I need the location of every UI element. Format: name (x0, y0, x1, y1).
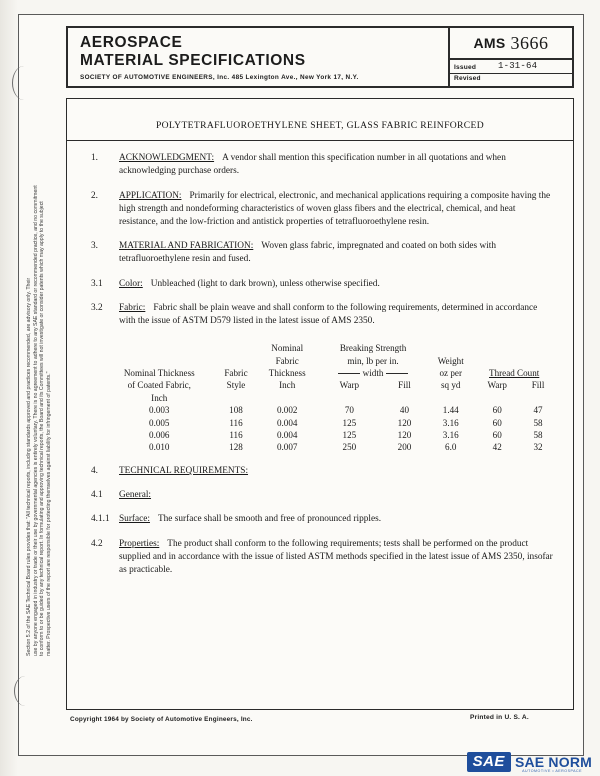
th-bs-fill: Fill (398, 380, 411, 391)
clause-3-2-number: 3.2 (91, 302, 103, 313)
clause-4 (85, 465, 555, 478)
clause-2-text: Primarily for electrical, electronic, and mechanical applications requiring a composite having the high strength and nondeforming characteristics of woven glass fibers and the electrical, chemical, and heat resistance, and the low-friction and antistick properties of tetrafluoroethylene resin. (119, 190, 551, 228)
page-title: POLYTETRAFLUOROETHYLENE SHEET, GLASS FABRIC REINFORCED (155, 120, 485, 131)
side-legal-line-3: to conform to or be guided by any technical report. In formulating and approving technical reports, the Board and its Committees will not investigate or consider patents which may apply to the subject (39, 201, 45, 656)
side-legal-line-1: Section 5.2 of the SAE Technical Board rules provides that: "All technical reports, including standards approved and practices recommended, are advisory only. Their (26, 277, 32, 656)
cell-fabric-thickness: 0.004 (276, 430, 298, 441)
cell-nominal-thickness: 0.006 (149, 430, 170, 441)
printed-in-notice: Printed in U. S. A. (470, 714, 529, 721)
cell-fabric-style: 116 (229, 417, 243, 428)
th-weight-3: sq yd (441, 380, 461, 391)
clause-2 (85, 190, 555, 230)
th-bs-warp: Warp (339, 380, 360, 391)
issued-label: Issued (454, 64, 477, 71)
clause-3-2 (85, 302, 555, 328)
cell-tc-warp: 60 (492, 430, 502, 441)
cell-bs-fill: 120 (397, 430, 412, 441)
cell-tc-warp: 60 (492, 417, 502, 428)
th-breaking-strength-width (318, 367, 428, 379)
th-thread-count: Thread Count (489, 368, 540, 379)
fabric-requirements-table (103, 342, 555, 454)
cell-tc-fill: 32 (533, 442, 543, 453)
table-row (103, 429, 555, 441)
clause-4-2-number: 4.2 (91, 538, 103, 549)
th-nominal: Nominal (271, 343, 304, 354)
th-fabric-thickness-4: Inch (279, 380, 296, 391)
clause-3-text: Woven glass fabric, impregnated and coated on both sides with tetrafluoroethylene resin and fused. (119, 241, 497, 265)
clause-3 (85, 240, 555, 266)
cell-nominal-thickness: 0.005 (149, 417, 170, 428)
th-weight-1: Weight (437, 355, 464, 366)
clause-2-number: 2. (91, 190, 98, 201)
cell-fabric-thickness: 0.007 (276, 442, 298, 453)
clause-4-2-body (119, 538, 555, 578)
th-fabric-style-2: Style (226, 380, 246, 391)
header-title-line-2: MATERIAL SPECIFICATIONS (80, 52, 306, 69)
header-publisher-block (68, 28, 448, 86)
th-tc-fill: Fill (531, 380, 545, 391)
document-header (66, 26, 574, 88)
cell-nominal-thickness: 0.010 (149, 442, 170, 453)
clause-1-text: A vendor shall mention this specification number in all quotations and when acknowledging purchase orders. (119, 153, 506, 177)
clause-3-number: 3. (91, 241, 98, 252)
clause-4-1-1 (85, 513, 555, 526)
clause-4-1-1-body (119, 513, 555, 526)
cell-bs-fill: 120 (397, 417, 412, 428)
cell-weight: 3.16 (442, 417, 459, 428)
cell-tc-warp: 42 (492, 442, 502, 453)
clause-3-1 (85, 278, 555, 291)
cell-tc-warp: 60 (492, 405, 502, 416)
th-weight-2: oz per (439, 368, 462, 379)
clause-4-1-heading: General: (119, 490, 152, 501)
revised-label: Revised (454, 75, 481, 82)
header-title-line-1: AEROSPACE (80, 34, 183, 51)
th-nominal-thickness-2: of Coated Fabric, (127, 380, 191, 391)
cell-bs-warp: 250 (342, 442, 357, 453)
sae-logo-text: SAE NORM (514, 754, 592, 770)
document-body (66, 98, 574, 710)
cell-bs-warp: 70 (344, 405, 354, 416)
th-fabric-thickness-3: Thickness (268, 368, 306, 379)
clause-4-2-heading: Properties: (119, 538, 160, 549)
cell-bs-fill: 40 (399, 405, 410, 416)
table-header-row-3 (103, 367, 555, 379)
cell-bs-fill: 200 (397, 442, 412, 453)
clause-4-body (119, 465, 555, 478)
clause-2-heading: APPLICATION: (119, 190, 182, 201)
clause-4-2 (85, 538, 555, 578)
date-divider (450, 73, 572, 74)
table-header-row-5 (103, 392, 555, 404)
cell-fabric-style: 108 (229, 405, 243, 416)
cell-fabric-style: 128 (229, 442, 243, 453)
cell-tc-fill: 47 (533, 405, 543, 416)
table-header-row-2 (103, 355, 555, 367)
th-breaking-strength-1: Breaking Strength (339, 343, 407, 354)
spec-number (450, 28, 572, 60)
table-header-row-1 (103, 342, 555, 354)
clause-2-body (119, 190, 555, 230)
clause-4-number: 4. (91, 465, 98, 476)
issue-date-block (450, 60, 572, 86)
clause-3-body (119, 240, 555, 266)
page-edge-shading (0, 0, 18, 776)
cell-weight: 1.44 (442, 405, 459, 416)
issued-date-value: 1-31-64 (498, 61, 538, 71)
side-legal-line-2: use by anyone engaged in industry or trade or their use by governmental agencies is entirely voluntary. There is no agreement to adhere to any SAE standard or recommended practice, and no commitment (32, 185, 39, 656)
side-margin-legal-text (26, 96, 52, 656)
header-society-line: SOCIETY OF AUTOMOTIVE ENGINEERS, Inc. 485 Lexington Ave., New York 17, N.Y. (80, 74, 359, 81)
clause-3-2-heading: Fabric: (119, 302, 146, 313)
cell-fabric-style: 116 (229, 430, 243, 441)
cell-fabric-thickness: 0.004 (276, 417, 298, 428)
clause-4-1-1-number: 4.1.1 (91, 514, 110, 525)
sae-badge: SAE (467, 752, 511, 772)
page-curl-mark-top (12, 66, 32, 100)
table-row (103, 404, 555, 416)
cell-weight: 6.0 (445, 442, 457, 453)
th-nominal-thickness-3: Inch (151, 392, 168, 403)
clause-3-2-body (119, 302, 555, 328)
clause-4-1 (85, 489, 555, 502)
clause-4-1-body (119, 489, 555, 502)
cell-bs-warp: 125 (342, 417, 357, 428)
th-fabric-2: Fabric (275, 355, 299, 366)
clause-1-heading: ACKNOWLEDGMENT: (119, 153, 215, 164)
clause-1 (85, 152, 555, 178)
cell-fabric-thickness: 0.002 (276, 405, 298, 416)
th-breaking-strength-2: min, lb per in. (347, 355, 399, 366)
th-nominal-thickness-1: Nominal Thickness (123, 368, 195, 379)
clause-3-2-text: Fabric shall be plain weave and shall conform to the following requirements, determined in accordance with the issue of ASTM D579 listed in the latest issue of AMS 2350. (119, 302, 538, 327)
cell-bs-warp: 125 (342, 430, 357, 441)
clause-1-body (119, 152, 555, 178)
clause-4-2-text: The product shall conform to the following requirements; tests shall be performed on the product supplied and in accordance with the issue of listed ASTM methods specified in the latest issue of AMS 2350, insofar as practicable. (119, 538, 553, 575)
side-legal-line-4: matter. Prospective users of the report are responsible for protecting themselves against liability for infringement of patents." (45, 371, 52, 656)
cell-weight: 3.16 (442, 430, 459, 441)
clause-3-1-number: 3.1 (91, 278, 103, 289)
th-width-label: width (362, 368, 384, 379)
sae-logo-subtext: AUTOMOTIVE • AEROSPACE (522, 769, 582, 773)
table-row (103, 441, 555, 453)
clause-4-1-1-heading: Surface: (119, 514, 150, 525)
th-fabric-style-1: Fabric (224, 368, 248, 379)
th-tc-warp: Warp (487, 380, 507, 391)
table-header-row-4 (103, 379, 555, 391)
copyright-notice: Copyright 1964 by Society of Automotive Engineers, Inc. (70, 716, 253, 723)
spec-prefix: AMS (473, 35, 506, 51)
table-row (103, 417, 555, 429)
clause-4-1-1-text: The surface shall be smooth and free of pronounced ripples. (157, 514, 382, 525)
clause-4-heading: TECHNICAL REQUIREMENTS: (119, 465, 249, 476)
cell-tc-fill: 58 (533, 430, 543, 441)
spec-number-value: 3666 (510, 32, 549, 53)
title-divider (67, 140, 573, 141)
header-spec-number-block (448, 28, 572, 86)
sae-norm-logo (467, 752, 592, 772)
clause-3-1-body (119, 278, 555, 291)
cell-tc-fill: 58 (533, 417, 543, 428)
cell-nominal-thickness: 0.003 (149, 405, 170, 416)
clause-1-number: 1. (91, 153, 98, 164)
clause-3-1-heading: Color: (119, 278, 143, 289)
clause-3-heading: MATERIAL AND FABRICATION: (119, 241, 254, 252)
clause-3-1-text: Unbleached (light to dark brown), unless otherwise specified. (150, 278, 380, 289)
clause-4-1-number: 4.1 (91, 490, 103, 501)
page-curl-mark-bottom (14, 676, 36, 706)
